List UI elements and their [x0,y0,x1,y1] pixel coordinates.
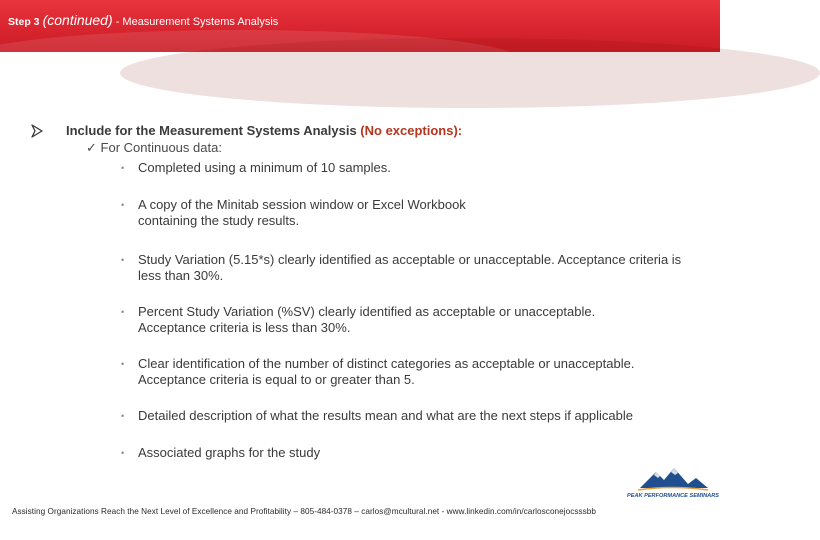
list-item-text: Detailed description of what the results mean and what are the next steps if applicable [138,408,634,423]
header-title [8,12,278,28]
list-item-text: A copy of the Minitab session window or Excel Workbook containing the study results. [138,197,466,228]
bullet-dot-icon: • [121,255,125,265]
footer-text: Assisting Organizations Reach the Next Level of Excellence and Profitability – 805-484-0378 – carlos@mcultural.net - www.linkedin.com/in/carlosconejocsssbb [12,507,597,516]
heading-text: Include for the Measurement Systems Analysis [66,123,357,138]
arrow-bullet-icon [30,124,44,138]
list-item [121,356,691,388]
bullet-dot-icon: • [121,307,125,317]
list-item-text: Clear identification of the number of distinct categories as acceptable or unacceptable. Acceptance criteria is equal to or greater than 5. [138,356,635,387]
header-step: Step 3 [8,16,40,28]
section-heading [66,123,462,138]
header-title-text: - Measurement Systems Analysis [115,16,279,28]
list-item [121,160,691,176]
header-swoosh-shadow [120,38,820,108]
heading-highlight: (No exceptions): [360,123,463,138]
checkmark-icon: ✓ [86,140,97,155]
peak-performance-logo [627,466,719,504]
list-item-text: Percent Study Variation (%SV) clearly identified as acceptable or unacceptable. Acceptance criteria is less than 30%. [138,304,596,335]
list-item [121,197,511,229]
header-banner [0,0,720,52]
list-item [121,445,691,461]
list-item [121,252,691,284]
bullet-dot-icon: • [121,411,125,421]
subheading-text: For Continuous data: [100,140,222,155]
bullet-dot-icon: • [121,448,125,458]
subheading [86,140,222,156]
bullet-dot-icon: • [121,163,125,173]
list-item [121,408,691,424]
header-continued: (continued) [42,12,113,28]
list-item-text: Completed using a minimum of 10 samples. [138,160,391,175]
list-item [121,304,651,336]
logo-text: PEAK PERFORMANCE SEMINARS [627,493,719,499]
bullet-dot-icon: • [121,200,125,210]
list-item-text: Study Variation (5.15*s) clearly identified as acceptable or unacceptable. Acceptance criteria is less than 30%. [138,252,682,283]
list-item-text: Associated graphs for the study [138,445,321,460]
bullet-dot-icon: • [121,359,125,369]
